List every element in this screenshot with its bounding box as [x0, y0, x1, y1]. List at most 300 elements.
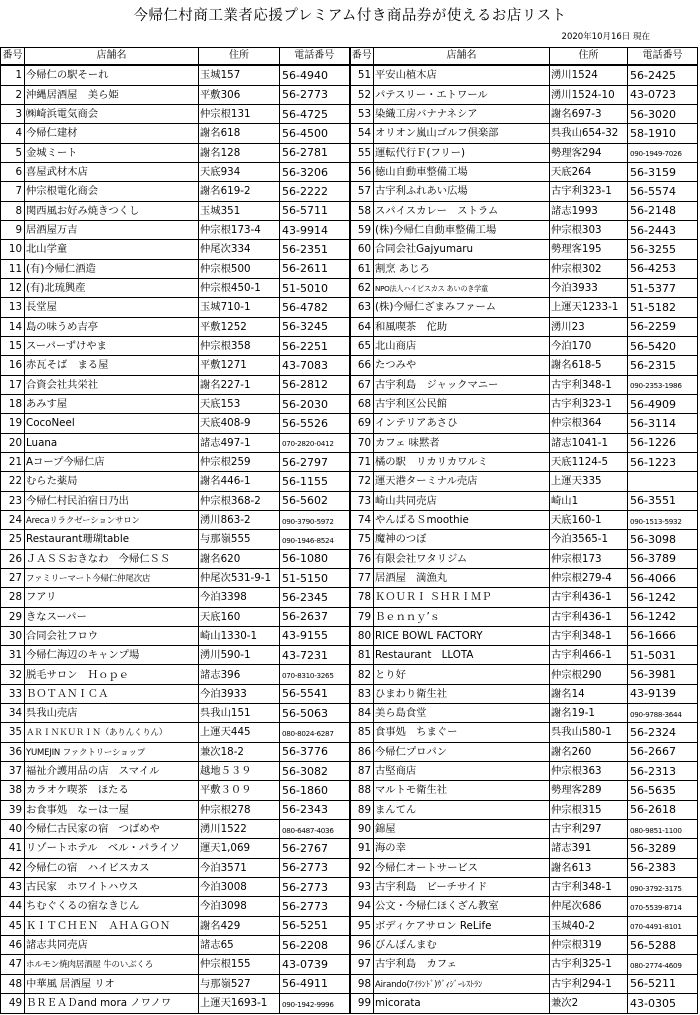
row-number-text: 10 — [8, 243, 22, 256]
shop-phone-text: 56-4940 — [282, 68, 328, 82]
shop-address-text: 仲尾次686 — [551, 900, 602, 913]
row-number — [350, 916, 374, 935]
shop-address — [550, 220, 628, 239]
row-number — [1, 839, 25, 858]
shop-name — [25, 800, 199, 819]
table-row — [1, 143, 698, 162]
shop-name — [25, 143, 199, 162]
shop-phone — [628, 646, 698, 665]
shop-address — [550, 394, 628, 413]
shop-name-text: Luana — [26, 436, 58, 449]
shop-name — [374, 182, 550, 201]
shop-name-text: やんばるＳmoothie — [375, 513, 469, 526]
shop-address — [550, 124, 628, 143]
row-number — [1, 220, 25, 239]
shop-phone — [628, 994, 698, 1014]
shop-address-text: 諸志497-1 — [200, 436, 251, 449]
table-row — [1, 916, 698, 935]
table-row — [1, 375, 698, 394]
shop-phone-text: 090-9788-3644 — [630, 709, 682, 719]
shop-phone — [280, 994, 350, 1014]
shop-name-text: Aコープ今帰仁店 — [26, 455, 105, 468]
shop-name-text: Ｂｅｎｎｙ’ｓ — [375, 610, 441, 623]
row-number-text: 81 — [357, 649, 371, 662]
row-number-text: 97 — [357, 958, 371, 971]
shop-name-text: 今帰仁プロパン — [375, 745, 448, 758]
shop-phone-text: 56-2251 — [282, 339, 328, 353]
shop-phone-text: 56-5211 — [630, 977, 676, 991]
shop-address-text: 謝名619-2 — [200, 185, 251, 198]
shop-phone-text: 56-2351 — [282, 242, 328, 256]
shop-phone — [628, 936, 698, 955]
shop-phone-text: 090-1949-7026 — [630, 149, 682, 159]
shop-name-text: 運天港ターミナル売店 — [375, 475, 478, 488]
shop-phone — [628, 394, 698, 413]
shop-name-text: 赤瓦そば まる屋 — [26, 359, 109, 372]
header-num: 番号 — [1, 48, 25, 66]
shop-phone — [628, 684, 698, 703]
shop-name-text: RICE BOWL FACTORY — [375, 629, 483, 642]
shop-phone-text: 090-1942-9996 — [282, 1000, 334, 1010]
shop-address — [550, 588, 628, 607]
row-number — [350, 974, 374, 993]
shop-phone-text: 56-2773 — [282, 880, 328, 894]
shop-phone — [628, 723, 698, 742]
shop-phone-text: 56-2443 — [630, 223, 676, 237]
shop-address — [550, 723, 628, 742]
shop-name-text: 古堅商店 — [375, 765, 417, 778]
shop-name-text: ＫＯＵＲＩ ＳＨＲＩＭＰ — [375, 591, 492, 604]
shop-name — [374, 394, 550, 413]
row-number-text: 90 — [357, 823, 371, 836]
row-number — [350, 742, 374, 761]
shop-address — [550, 858, 628, 877]
row-number-text: 16 — [8, 359, 22, 372]
shop-name-text: 北山商店 — [375, 339, 417, 352]
shop-name — [25, 530, 199, 549]
shop-phone-text: 56-5526 — [282, 416, 328, 430]
shop-phone — [628, 800, 698, 819]
shop-phone-text: 56-4725 — [282, 107, 328, 121]
shop-name-text: Restaurant珊瑚table — [26, 533, 130, 546]
row-number-text: 9 — [15, 223, 22, 236]
row-number — [350, 104, 374, 123]
row-number — [1, 259, 25, 278]
shop-name-text: 割烹 あじろ — [375, 262, 430, 275]
shop-phone — [280, 626, 350, 645]
row-number-text: 57 — [357, 185, 371, 198]
shop-phone — [628, 452, 698, 471]
shop-address-text: 与那嶺555 — [200, 533, 251, 546]
shop-phone — [628, 626, 698, 645]
shop-address-text: 古宇利323-1 — [551, 397, 612, 410]
shop-phone-text: 56-3020 — [630, 107, 676, 121]
shop-address — [199, 162, 280, 181]
shop-address — [199, 259, 280, 278]
row-number-text: 4 — [15, 127, 22, 140]
shop-name — [25, 85, 199, 104]
shop-phone — [280, 240, 350, 259]
shop-address — [199, 530, 280, 549]
table-row — [1, 278, 698, 297]
shop-address-text: 今泊3565-1 — [551, 533, 609, 546]
shop-address-text: 今泊3571 — [200, 861, 247, 874]
shop-name — [25, 510, 199, 529]
shop-name — [25, 394, 199, 413]
row-number-text: 86 — [357, 745, 371, 758]
row-number — [1, 626, 25, 645]
shop-phone-text: 56-2315 — [630, 358, 676, 372]
shop-phone — [628, 549, 698, 568]
shop-phone-text: 56-4500 — [282, 126, 328, 140]
shop-address-text: 崎山1 — [551, 494, 579, 507]
shop-address-text: 仲宗根173 — [551, 552, 602, 565]
row-number-text: 84 — [357, 707, 371, 720]
header-address: 住所 — [199, 48, 280, 66]
shop-address-text: 仲宗根358 — [200, 339, 251, 352]
shop-name — [25, 549, 199, 568]
row-number — [1, 65, 25, 85]
row-number-text: 89 — [357, 803, 371, 816]
row-number-text: 63 — [357, 301, 371, 314]
shop-address-text: 古宇利325-1 — [551, 958, 612, 971]
shop-address-text: 運天1,069 — [200, 842, 251, 855]
shop-name — [25, 104, 199, 123]
table-row — [1, 665, 698, 684]
shop-phone-text: 56-3159 — [630, 165, 676, 179]
shop-address-text: 天底153 — [200, 397, 241, 410]
row-number-text: 71 — [357, 455, 371, 468]
shop-name-text: フアリ — [26, 591, 57, 604]
row-number-text: 87 — [357, 765, 371, 778]
row-number-text: 70 — [357, 436, 371, 449]
shop-phone — [628, 916, 698, 935]
shop-phone-text: 56-1242 — [630, 610, 676, 624]
shop-name — [374, 220, 550, 239]
row-number — [1, 858, 25, 877]
shop-address — [199, 549, 280, 568]
shop-address-text: 仲宗根319 — [551, 939, 602, 952]
row-number-text: 68 — [357, 397, 371, 410]
shop-name — [374, 858, 550, 877]
shop-address-text: 仲宗根155 — [200, 958, 251, 971]
shop-phone — [280, 820, 350, 839]
row-number — [350, 646, 374, 665]
shop-name-text: リゾートホテル ベル・パライソ — [26, 842, 180, 855]
shop-name — [374, 762, 550, 781]
row-number — [350, 568, 374, 587]
shop-phone-text: 56-1226 — [630, 436, 676, 450]
shop-address-text: 仲宗根368-2 — [200, 494, 261, 507]
shop-phone — [280, 588, 350, 607]
row-number-text: 61 — [357, 262, 371, 275]
table-row — [1, 240, 698, 259]
shop-phone-text: 56-2767 — [282, 842, 328, 856]
shop-address — [550, 549, 628, 568]
shop-name-text: 合同会社Gajyumaru — [375, 243, 474, 256]
shop-address-text: 呉我山654-32 — [551, 127, 619, 140]
shop-address — [550, 298, 628, 317]
shop-name-text: スパイスカレー ストラム — [375, 204, 499, 217]
shop-phone — [280, 936, 350, 955]
shop-name — [374, 994, 550, 1014]
row-number-text: 19 — [8, 417, 22, 430]
shop-address-text: 平敷３０９ — [200, 784, 252, 797]
shop-phone-text: 56-2208 — [282, 938, 328, 952]
shop-address — [199, 220, 280, 239]
shop-phone — [280, 800, 350, 819]
shop-name — [25, 994, 199, 1014]
shop-name-text: とり好 — [375, 668, 406, 681]
table-row — [1, 491, 698, 510]
shop-address-text: 玉城157 — [200, 69, 241, 82]
shop-address-text: 仲宗根131 — [200, 107, 251, 120]
row-number — [350, 201, 374, 220]
row-number-text: 55 — [357, 146, 371, 159]
shop-name-text: 平安山植木店 — [375, 69, 437, 82]
shop-phone — [628, 124, 698, 143]
shop-phone-text: 56-5574 — [630, 184, 676, 198]
row-number-text: 69 — [357, 417, 371, 430]
shop-name-text: 仲宗根電化商会 — [26, 185, 99, 198]
shop-phone — [628, 317, 698, 336]
shop-address — [550, 878, 628, 897]
row-number — [1, 162, 25, 181]
row-number-text: 77 — [357, 571, 371, 584]
row-number — [350, 162, 374, 181]
shop-phone-text: 56-4782 — [282, 300, 328, 314]
shop-address — [550, 414, 628, 433]
shop-address — [550, 452, 628, 471]
table-row — [1, 607, 698, 626]
shop-phone — [628, 375, 698, 394]
shop-name-text: (株)今帰仁ざまみファーム — [375, 301, 497, 314]
row-number — [1, 491, 25, 510]
row-number — [350, 936, 374, 955]
header-name: 店舗名 — [374, 48, 550, 66]
shop-address — [199, 510, 280, 529]
shop-name — [374, 781, 550, 800]
shop-address — [550, 742, 628, 761]
shop-phone-text: 56-4909 — [630, 397, 676, 411]
row-number-text: 73 — [357, 494, 371, 507]
shop-name-text: (有)北琉興産 — [26, 281, 86, 294]
shop-address — [550, 259, 628, 278]
shop-phone — [280, 220, 350, 239]
row-number-text: 18 — [8, 397, 22, 410]
shop-address-text: 兼次2 — [551, 997, 579, 1010]
shop-phone-text: 56-2812 — [282, 378, 328, 392]
shop-phone — [280, 974, 350, 993]
row-number-text: 56 — [357, 165, 371, 178]
shop-phone-text: 56-1223 — [630, 455, 676, 469]
row-number-text: 51 — [357, 69, 371, 82]
shop-name-text: 長堂屋 — [26, 301, 57, 314]
shop-address-text: 玉城351 — [200, 204, 241, 217]
shop-address-text: 今泊3933 — [200, 687, 247, 700]
shop-name — [25, 278, 199, 297]
row-number — [1, 472, 25, 491]
shop-name-text: 今帰仁海辺のキャンプ場 — [26, 649, 140, 662]
shop-name — [374, 433, 550, 452]
shop-name — [25, 452, 199, 471]
row-number — [350, 839, 374, 858]
shop-phone — [628, 414, 698, 433]
shop-phone-text: 56-3789 — [630, 552, 676, 566]
shop-phone — [280, 607, 350, 626]
table-row — [1, 723, 698, 742]
shop-phone — [628, 356, 698, 375]
shop-phone — [628, 742, 698, 761]
shop-address-text: 仲宗根303 — [551, 223, 602, 236]
table-row — [1, 298, 698, 317]
shop-address-text: 与那嶺527 — [200, 977, 251, 990]
row-number-text: 88 — [357, 784, 371, 797]
row-number-text: 15 — [8, 339, 22, 352]
shop-name — [25, 317, 199, 336]
shop-phone — [280, 375, 350, 394]
shop-address-text: 古宇利294-1 — [551, 977, 612, 990]
shop-name — [25, 182, 199, 201]
row-number — [350, 588, 374, 607]
shop-name — [374, 916, 550, 935]
row-number — [350, 549, 374, 568]
shop-phone — [628, 955, 698, 974]
shop-name-text: マルトモ衛生社 — [375, 784, 448, 797]
shop-phone — [280, 65, 350, 85]
shop-address — [550, 781, 628, 800]
shop-phone-text: 43-0739 — [282, 958, 328, 972]
table-row — [1, 259, 698, 278]
shop-phone — [280, 568, 350, 587]
shop-list-table — [0, 47, 698, 1014]
shop-name-text: 和風喫茶 佗助 — [375, 320, 448, 333]
shop-phone — [280, 955, 350, 974]
shop-address — [550, 472, 628, 491]
shop-address-text: 湧川1524 — [551, 69, 598, 82]
shop-address-text: 謝名19-1 — [551, 707, 595, 720]
shop-phone-text: 080-8024-6287 — [282, 729, 334, 739]
shop-name — [25, 781, 199, 800]
shop-name — [25, 336, 199, 355]
shop-address-text: 謝名260 — [551, 745, 592, 758]
row-number — [1, 704, 25, 723]
row-number-text: 3 — [15, 107, 22, 120]
shop-address — [199, 994, 280, 1014]
shop-address — [550, 85, 628, 104]
row-number-text: 95 — [357, 919, 371, 932]
shop-address-text: 今泊3098 — [200, 900, 247, 913]
shop-address-text: 勢理客289 — [551, 784, 602, 797]
row-number — [350, 375, 374, 394]
row-number — [350, 607, 374, 626]
shop-phone — [280, 414, 350, 433]
row-number-text: 49 — [8, 997, 22, 1010]
shop-address-text: 湧川1522 — [200, 823, 247, 836]
row-number-text: 66 — [357, 359, 371, 372]
row-number — [1, 182, 25, 201]
shop-name — [25, 858, 199, 877]
row-number — [1, 452, 25, 471]
shop-name-text: (株)今帰仁自動車整備工場 — [375, 223, 497, 236]
shop-name-text: 諸志共同売店 — [26, 939, 88, 952]
row-number-text: 64 — [357, 320, 371, 333]
shop-phone-text: 51-5150 — [282, 571, 328, 585]
shop-name — [374, 974, 550, 993]
shop-name-text: Restaurant LLOTA — [375, 649, 474, 662]
shop-name — [374, 491, 550, 510]
page-title: 今帰仁村商工業者応援プレミアム付き商品券が使えるお店リスト — [133, 8, 567, 24]
row-number-text: 93 — [357, 881, 371, 894]
shop-address — [199, 626, 280, 645]
shop-phone — [628, 839, 698, 858]
shop-phone — [628, 897, 698, 916]
shop-name-text: あみす屋 — [26, 397, 68, 410]
shop-phone-text: 51-5182 — [630, 300, 676, 314]
row-number-text: 59 — [357, 223, 371, 236]
shop-phone-text: 56-1080 — [282, 552, 328, 566]
shop-name — [374, 317, 550, 336]
shop-phone — [280, 201, 350, 220]
shop-name — [374, 452, 550, 471]
shop-phone-text: 56-1242 — [630, 590, 676, 604]
shop-address — [550, 820, 628, 839]
shop-name-text: micorata — [375, 997, 421, 1010]
shop-name — [374, 240, 550, 259]
row-number-text: 62 — [357, 281, 371, 294]
row-number — [1, 433, 25, 452]
shop-address-text: 湧川1524-10 — [551, 88, 615, 101]
shop-name — [25, 588, 199, 607]
shop-phone — [628, 240, 698, 259]
shop-phone-text: 070-5539-8714 — [630, 903, 682, 913]
table-row — [1, 800, 698, 819]
shop-address-text: 古宇利466-1 — [551, 649, 612, 662]
shop-name-text: 有限会社ワタリジム — [375, 552, 468, 565]
shop-address-text: 仲宗根279-4 — [551, 571, 612, 584]
shop-address-text: 古宇利348-1 — [551, 881, 612, 894]
shop-name — [25, 684, 199, 703]
shop-name — [374, 549, 550, 568]
row-number — [1, 278, 25, 297]
table-row — [1, 85, 698, 104]
shop-name — [374, 375, 550, 394]
row-number — [350, 356, 374, 375]
shop-phone-text: 56-3245 — [282, 320, 328, 334]
shop-name — [374, 626, 550, 645]
shop-name — [374, 646, 550, 665]
row-number — [1, 414, 25, 433]
shop-name — [25, 916, 199, 935]
shop-phone — [628, 530, 698, 549]
shop-phone-text: 56-3082 — [282, 764, 328, 778]
row-number — [1, 394, 25, 413]
shop-name — [374, 839, 550, 858]
row-number-text: 35 — [8, 726, 22, 739]
shop-phone — [280, 723, 350, 742]
row-number-text: 1 — [15, 69, 22, 82]
table-row — [1, 414, 698, 433]
shop-name-text: 居酒屋万吉 — [26, 223, 78, 236]
shop-address — [199, 742, 280, 761]
shop-phone-text: 080-6487-4036 — [282, 825, 334, 835]
shop-address — [550, 317, 628, 336]
shop-name — [374, 568, 550, 587]
shop-phone-text: 56-3098 — [630, 532, 676, 546]
shop-name — [25, 839, 199, 858]
shop-name — [25, 298, 199, 317]
table-row — [1, 317, 698, 336]
